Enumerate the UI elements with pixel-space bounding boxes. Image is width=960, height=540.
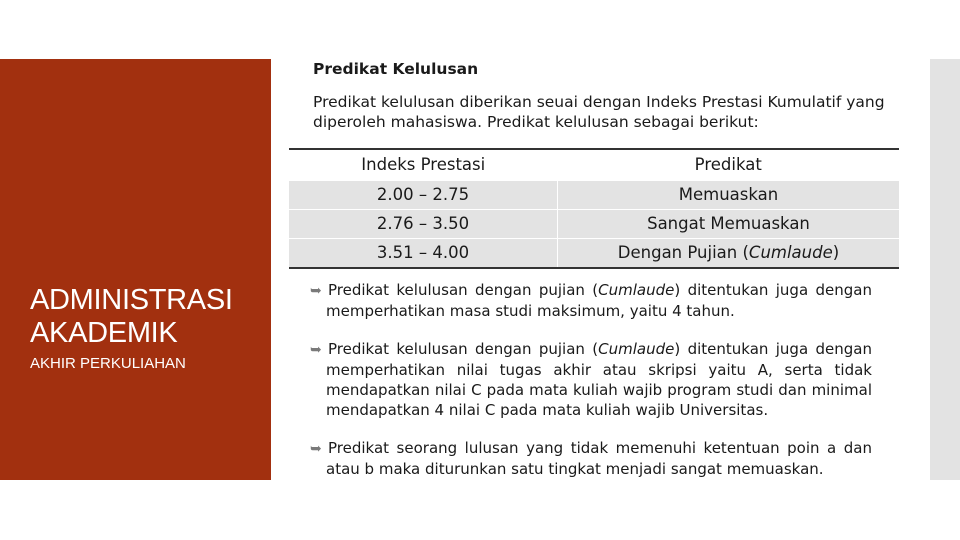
- table-header-row: [289, 149, 899, 181]
- bullet-arrow-icon: ➥: [310, 441, 322, 457]
- ip-range-cell: 2.00 – 2.75: [289, 181, 558, 210]
- column-header-ip: Indeks Prestasi: [289, 149, 558, 181]
- bullet-arrow-icon: ➥: [310, 342, 322, 358]
- table-row: [289, 210, 899, 239]
- predikat-cell: Memuaskan: [558, 181, 900, 210]
- ip-range-cell: 3.51 – 4.00: [289, 239, 558, 269]
- grade-table: [289, 148, 899, 269]
- table-row: [289, 239, 899, 269]
- list-item: ➥ Predikat seorang lulusan yang tidak memenuhi ketentuan poin a dan atau b maka diturunkan satu tingkat menjadi sangat memuaskan.: [310, 439, 872, 478]
- slide-subtitle: AKHIR PERKULIAHAN: [30, 355, 186, 372]
- list-item: ➥ Predikat kelulusan dengan pujian (Cumlaude) ditentukan juga dengan memperhatikan masa studi maksimum, yaitu 4 tahun.: [310, 281, 872, 320]
- table-row: [289, 181, 899, 210]
- ip-range-cell: 2.76 – 3.50: [289, 210, 558, 239]
- decorative-strip: [930, 59, 960, 480]
- bullet-arrow-icon: ➥: [310, 283, 322, 299]
- cumlaude-text: Cumlaude: [598, 281, 675, 299]
- list-item: ➥ Predikat kelulusan dengan pujian (Cumlaude) ditentukan juga dengan memperhatikan nilai tugas akhir atau skripsi yaitu A, serta tidak mendapatkan nilai C pada mata kuliah wajib program studi dan minimal mendapatkan 4 nilai C pada mata kuliah wajib Universitas.: [310, 340, 872, 419]
- column-header-predikat: Predikat: [558, 149, 900, 181]
- section-heading: Predikat Kelulusan: [313, 60, 479, 78]
- slide-title: ADMINISTRASI AKADEMIK: [30, 284, 233, 349]
- sidebar-panel: [0, 59, 271, 480]
- intro-text: Predikat kelulusan diberikan seuai dengan Indeks Prestasi Kumulatif yang diperoleh mahasiswa. Predikat kelulusan sebagai berikut:: [313, 93, 885, 131]
- rules-list: [310, 280, 872, 497]
- predikat-cell: Sangat Memuaskan: [558, 210, 900, 239]
- predikat-suffix: ): [832, 243, 840, 262]
- predikat-cell: [558, 239, 900, 269]
- predikat-text: Dengan Pujian (: [617, 243, 749, 262]
- cumlaude-text: Cumlaude: [598, 340, 675, 358]
- cumlaude-text: Cumlaude: [748, 243, 833, 262]
